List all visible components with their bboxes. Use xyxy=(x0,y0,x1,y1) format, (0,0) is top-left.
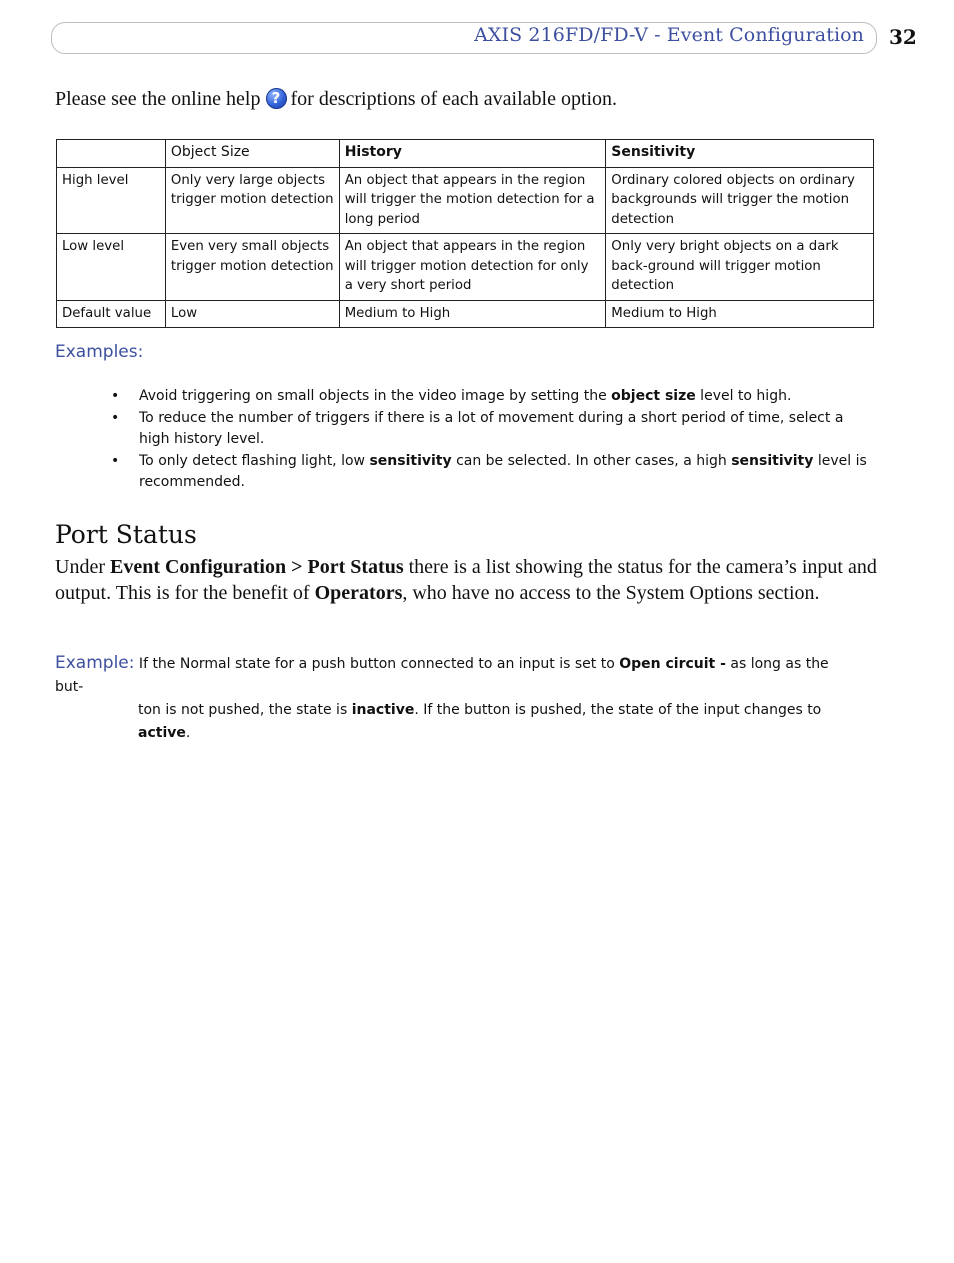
bullet-icon: • xyxy=(111,452,120,469)
list-item-bold: object size xyxy=(611,388,696,404)
list-item-text: To reduce the number of triggers if there is a lot of movement during a short period of time, select a high history level. xyxy=(139,409,844,447)
list-item-text: Avoid triggering on small objects in the video image by setting the xyxy=(139,388,612,404)
table-cell: Even very small objects trigger motion detection xyxy=(165,234,339,301)
paragraph-text: , who have no access to the System Options section. xyxy=(402,581,820,604)
paragraph-bold: active xyxy=(138,725,186,741)
table-cell: An object that appears in the region will trigger the motion detection for a long period xyxy=(339,167,606,234)
list-item-bold: sensitivity xyxy=(369,452,452,469)
paragraph-bold: Operators xyxy=(314,581,403,604)
list-item-text: level to high. xyxy=(695,388,792,404)
table-cell: High level xyxy=(57,167,166,234)
list-item-text: can be selected. In other cases, a high xyxy=(451,452,732,469)
table-cell: Low level xyxy=(57,234,166,301)
list-item xyxy=(111,386,871,408)
table-cell: Medium to High xyxy=(339,300,606,328)
list-item-bold: sensitivity xyxy=(731,452,814,469)
intro-text-before: Please see the online help xyxy=(55,88,261,110)
paragraph-text: Under xyxy=(55,556,110,578)
table-cell: Only very large objects trigger motion detection xyxy=(165,167,339,234)
bullet-icon: • xyxy=(111,388,120,404)
intro-paragraph xyxy=(55,88,617,111)
port-status-title: Port Status xyxy=(55,520,197,549)
paragraph-bold: Event Configuration > Port Status xyxy=(109,556,404,578)
list-item xyxy=(111,408,871,451)
bullet-icon: • xyxy=(111,409,120,426)
paragraph-text: there is a list showing the status for the camera’s input and output. This is for the benefit of xyxy=(55,556,877,604)
table-cell: Medium to High xyxy=(606,300,874,328)
table-cell: Default value xyxy=(57,300,166,328)
table-cell: An object that appears in the region will trigger motion detection for only a very short period xyxy=(339,234,606,301)
paragraph-text: If the Normal state for a push button connected to an input is set to xyxy=(134,656,620,672)
examples-heading: Examples: xyxy=(55,342,144,362)
table-cell: Low xyxy=(165,300,339,328)
examples-list xyxy=(111,386,871,494)
paragraph-bold: Open circuit - xyxy=(619,656,726,672)
paragraph-text: ton is not pushed, the state is xyxy=(138,702,352,718)
list-item xyxy=(111,451,871,494)
port-status-paragraph xyxy=(55,555,885,606)
paragraph-text: as long as the but- xyxy=(55,656,829,695)
example-label: Example: xyxy=(55,653,135,673)
table-header-cell: History xyxy=(339,140,606,168)
paragraph-text: . xyxy=(185,725,191,741)
motion-options-table xyxy=(56,139,874,328)
page-number: 32 xyxy=(889,25,917,49)
table-header-cell xyxy=(57,140,166,168)
table-cell: Ordinary colored objects on ordinary backgrounds will trigger the motion detection xyxy=(606,167,874,234)
list-item-text: To only detect flashing light, low xyxy=(139,452,370,469)
help-question-icon: ? xyxy=(266,88,287,109)
table-header-cell: Object Size xyxy=(165,140,339,168)
table-row xyxy=(57,300,874,328)
table-cell: Only very bright objects on a dark back-ground will trigger motion detection xyxy=(606,234,874,301)
paragraph-bold: inactive xyxy=(351,702,415,718)
intro-text-after: for descriptions of each available option. xyxy=(290,88,618,110)
example-paragraph xyxy=(55,652,855,745)
table-row xyxy=(57,234,874,301)
table-header-cell: Sensitivity xyxy=(606,140,874,168)
table-row xyxy=(57,167,874,234)
table-header-row xyxy=(57,140,874,168)
header-title: AXIS 216FD/FD-V - Event Configuration xyxy=(474,24,864,46)
paragraph-text: . If the button is pushed, the state of the input changes to xyxy=(414,702,822,718)
list-item-text: level is recommended. xyxy=(139,452,867,490)
